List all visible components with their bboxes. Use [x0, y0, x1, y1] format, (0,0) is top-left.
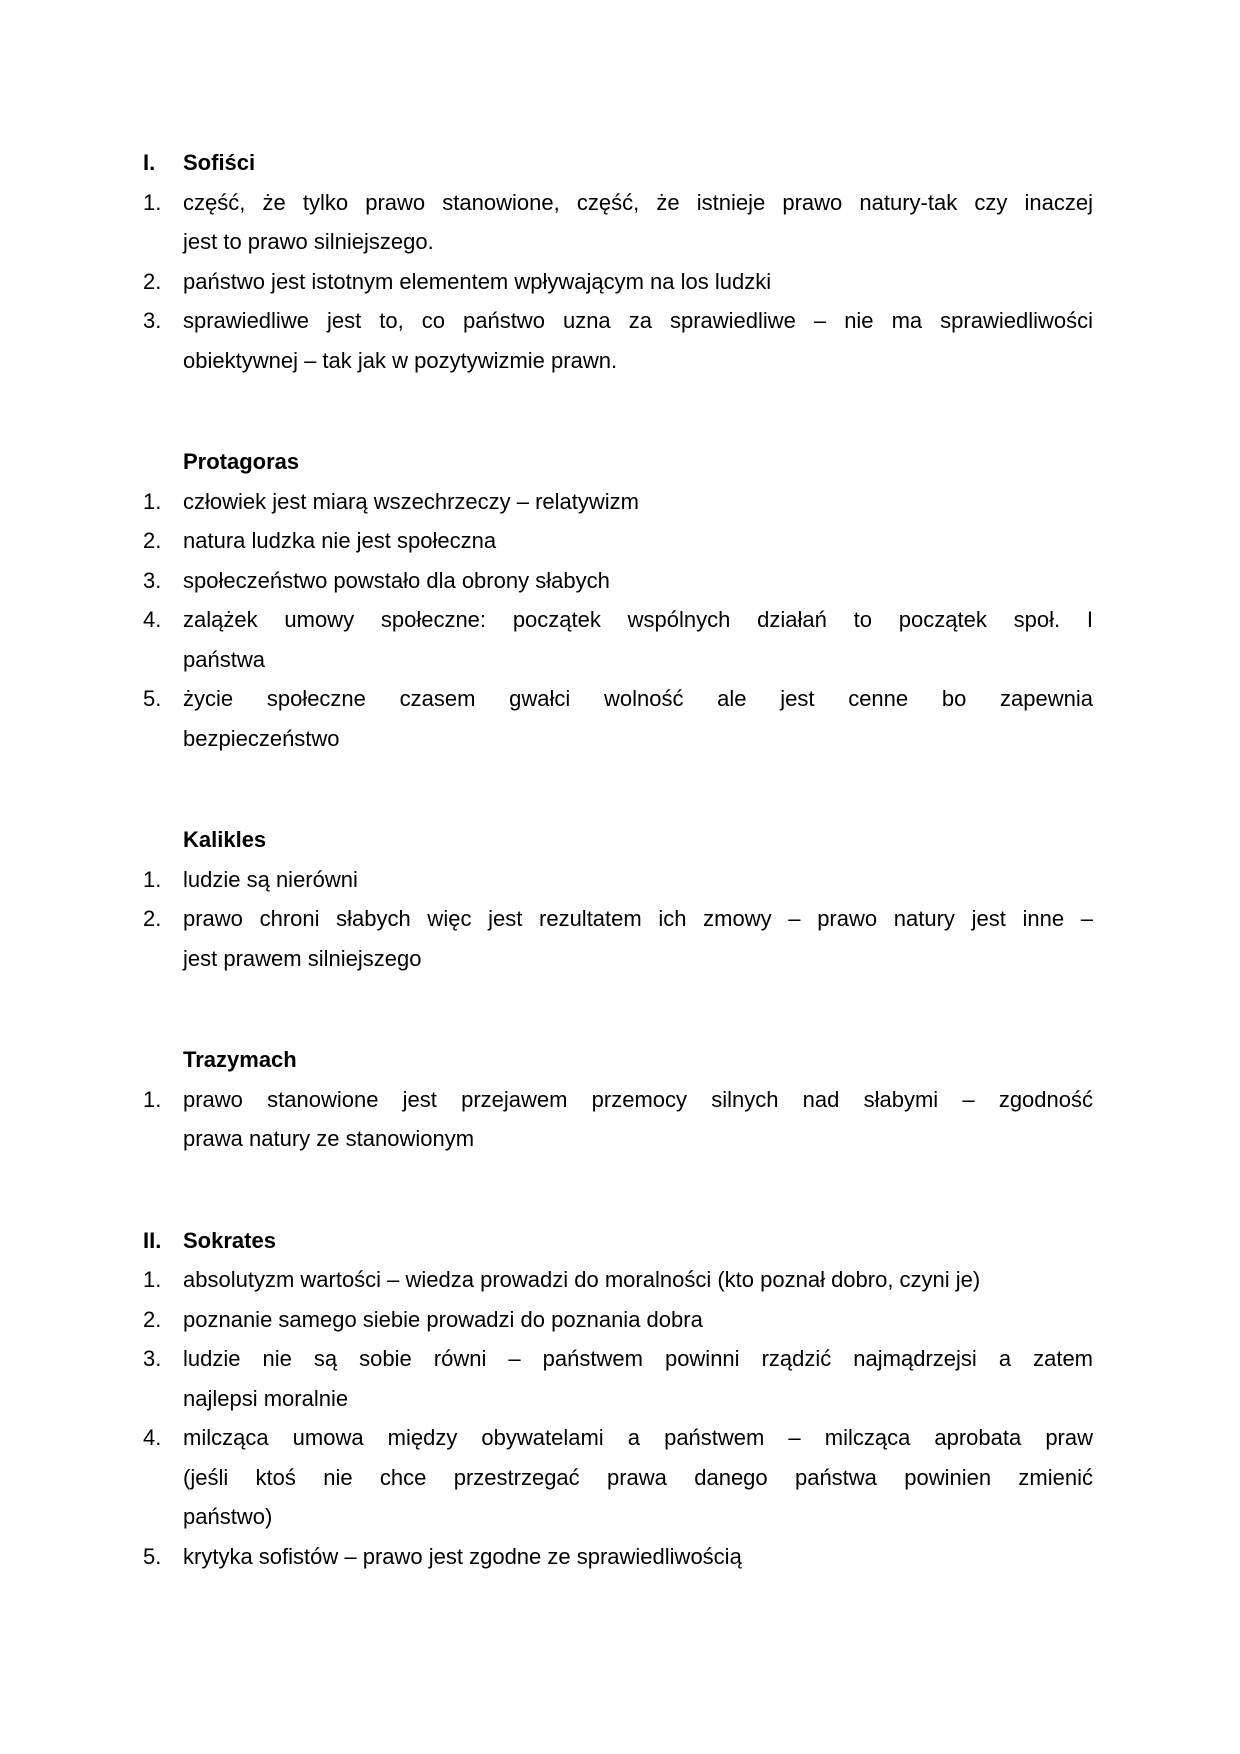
item-text: natura ludzka nie jest społeczna: [183, 528, 497, 553]
section-heading-row: [143, 820, 1093, 860]
item-number: 5.: [143, 1543, 162, 1569]
section-heading: Kalikles: [183, 827, 267, 852]
list-item: [143, 1339, 1093, 1418]
section-kalikles: [143, 820, 1093, 978]
section-marker: I.: [143, 150, 156, 175]
list-item: [143, 183, 1093, 262]
item-number: 1.: [143, 189, 162, 215]
item-text: część, że tylko prawo stanowione, część, że istnieje prawo natury-tak czy inaczej jest to prawo silniejszego.: [183, 189, 1093, 254]
item-number: 2.: [143, 268, 162, 294]
item-text: sprawiedliwe jest to, co państwo uzna za sprawiedliwe – nie ma sprawiedliwości obiektywnej – tak jak w pozytywizmie prawn.: [183, 308, 1093, 373]
item-number: 2.: [143, 906, 162, 931]
list-item: [143, 521, 1093, 561]
section-sofisci: [143, 143, 1093, 380]
section-trazymach: [143, 1040, 1093, 1159]
item-text: państwo jest istotnym elementem wpływającym na los ludzki: [183, 268, 772, 294]
item-text: ludzie są nierówni: [183, 866, 358, 892]
section-marker: [143, 820, 183, 860]
item-number: 1.: [143, 488, 162, 514]
item-text: krytyka sofistów – prawo jest zgodne ze sprawiedliwością: [183, 1543, 742, 1569]
item-number: 4.: [143, 607, 162, 632]
item-number: 2.: [143, 1306, 162, 1332]
item-text: człowiek jest miarą wszechrzeczy – relatywizm: [183, 488, 639, 514]
item-text: życie społeczne czasem gwałci wolność ale jest cenne bo zapewnia bezpieczeństwo: [183, 686, 1093, 751]
item-text: poznanie samego siebie prowadzi do poznania dobra: [183, 1306, 703, 1332]
item-number: 1.: [143, 866, 162, 892]
section-marker: [143, 1040, 183, 1080]
list-item: [143, 262, 1093, 302]
list-item: [143, 1537, 1093, 1577]
item-number: 3.: [143, 567, 162, 593]
item-text: prawo stanowione jest przejawem przemocy silnych nad słabymi – zgodność prawa natury ze stanowionym: [183, 1086, 1093, 1151]
list-item: [143, 1080, 1093, 1159]
list-item: [143, 679, 1093, 758]
item-text: prawo chroni słabych więc jest rezultatem ich zmowy – prawo natury jest inne – jest prawem silniejszego: [183, 906, 1093, 971]
item-number: 1.: [143, 1267, 162, 1292]
section-heading: Trazymach: [183, 1047, 297, 1072]
item-number: 1.: [143, 1086, 162, 1112]
list-item: [143, 860, 1093, 900]
section-heading-row: [143, 1221, 1093, 1261]
list-item: [143, 301, 1093, 380]
section-heading-row: [143, 143, 1093, 183]
list-item: [143, 1260, 1093, 1300]
section-protagoras: [143, 442, 1093, 758]
list-item: [143, 1418, 1093, 1537]
item-text: ludzie nie są sobie równi – państwem powinni rządzić najmądrzejsi a zatem najlepsi moralnie: [183, 1346, 1093, 1411]
section-marker: II.: [143, 1227, 162, 1253]
section-heading-row: [143, 442, 1093, 482]
section-heading: Protagoras: [183, 449, 300, 474]
list-item: [143, 600, 1093, 679]
item-text: zalążek umowy społeczne: początek wspólnych działań to początek społ. I państwa: [183, 607, 1093, 672]
item-text: społeczeństwo powstało dla obrony słabych: [183, 567, 610, 593]
list-item: [143, 482, 1093, 522]
item-number: 3.: [143, 1346, 162, 1371]
item-number: 4.: [143, 1425, 162, 1450]
section-sokrates: [143, 1221, 1093, 1577]
list-item: [143, 899, 1093, 978]
item-number: 2.: [143, 528, 162, 553]
item-text: milcząca umowa między obywatelami a państwem – milcząca aprobata praw (jeśli ktoś nie chce przestrzegać prawa danego państwa powinien zmienić państwo): [183, 1425, 1093, 1529]
list-item: [143, 1300, 1093, 1340]
list-item: [143, 561, 1093, 601]
section-heading: Sokrates: [183, 1227, 276, 1253]
section-heading: Sofiści: [183, 150, 256, 175]
section-marker: [143, 442, 183, 482]
item-text: absolutyzm wartości – wiedza prowadzi do moralności (kto poznał dobro, czyni je): [183, 1267, 981, 1292]
section-heading-row: [143, 1040, 1093, 1080]
item-number: 5.: [143, 686, 162, 711]
item-number: 3.: [143, 308, 162, 333]
